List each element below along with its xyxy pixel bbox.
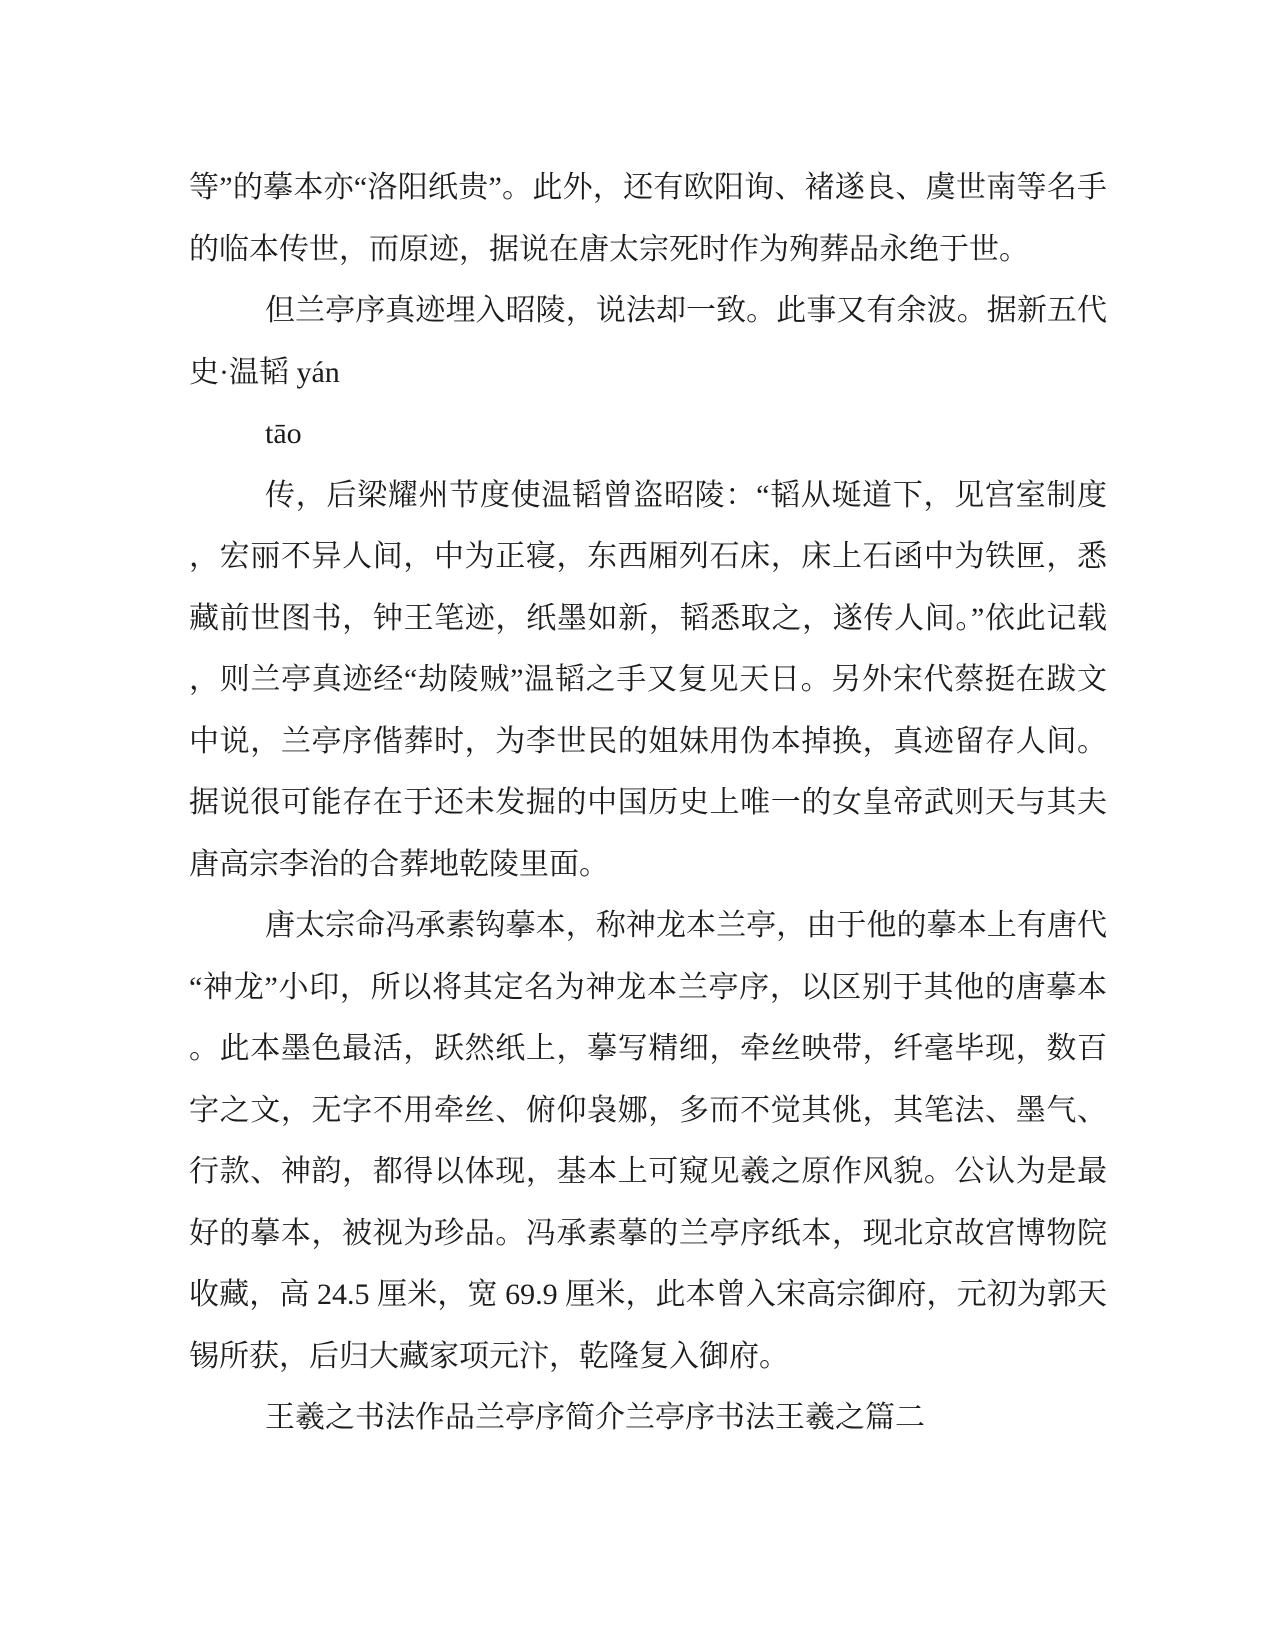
text-line: 中说，兰亭序偕葬时，为李世民的姐妹用伪本掉换，真迹留存人间。: [189, 724, 1107, 758]
text-content: [189, 157, 1107, 1449]
text-line: 锡所获，后归大藏家项元汴，乾隆复入御府。: [189, 1339, 789, 1373]
text-line: 唐太宗命冯承素钩摹本，称神龙本兰亭，由于他的摹本上有唐代: [265, 909, 1107, 942]
text-line: 但兰亭序真迹埋入昭陵，说法却一致。此事又有余波。据新五代: [265, 294, 1107, 327]
text-line: 。此本墨色最活，跃然纸上，摹写精细，牵丝映带，纤毫毕现，数百: [189, 1032, 1107, 1065]
text-line: 藏前世图书，钟王笔迹，纸墨如新，韬悉取之，遂传人间。”依此记载: [189, 601, 1107, 635]
text-line: “神龙”小印，所以将其定名为神龙本兰亭序，以区别于其他的唐摹本: [189, 970, 1107, 1004]
text-line: 的临本传世，而原迹，据说在唐太宗死时作为殉葬品永绝于世。: [189, 232, 1029, 266]
text-line: 收藏，高 24.5 厘米，宽 69.9 厘米，此本曾入宋高宗御府，元初为郭天: [189, 1278, 1107, 1311]
text-line: 字之文，无字不用牵丝、俯仰袅娜，多而不觉其佻，其笔法、墨气、: [189, 1093, 1107, 1127]
text-line: 据说很可能存在于还未发掘的中国历史上唯一的女皇帝武则天与其夫: [189, 786, 1107, 819]
text-line: 好的摹本，被视为珍品。冯承素摹的兰亭序纸本，现北京故宫博物院: [189, 1216, 1107, 1250]
text-line: tāo: [265, 417, 302, 450]
text-line: 唐高宗李治的合葬地乾陵里面。: [189, 847, 609, 881]
text-line: ，则兰亭真迹经“劫陵贼”温韬之手又复见天日。另外宋代蔡挺在跋文: [189, 663, 1107, 696]
text-line: 王羲之书法作品兰亭序简介兰亭序书法王羲之篇二: [265, 1401, 925, 1434]
text-line: 史·温韬 yán: [189, 355, 340, 389]
text-line: 传，后梁耀州节度使温韬曾盗昭陵：“韬从埏道下，见宫室制度: [265, 478, 1107, 512]
text-line: ，宏丽不异人间，中为正寝，东西厢列石床，床上石函中为铁匣，悉: [189, 540, 1107, 573]
text-line: 行款、神韵，都得以体现，基本上可窥见羲之原作风貌。公认为是最: [189, 1155, 1107, 1188]
text-line: 等”的摹本亦“洛阳纸贵”。此外，还有欧阳询、褚遂良、虞世南等名手: [189, 171, 1107, 204]
